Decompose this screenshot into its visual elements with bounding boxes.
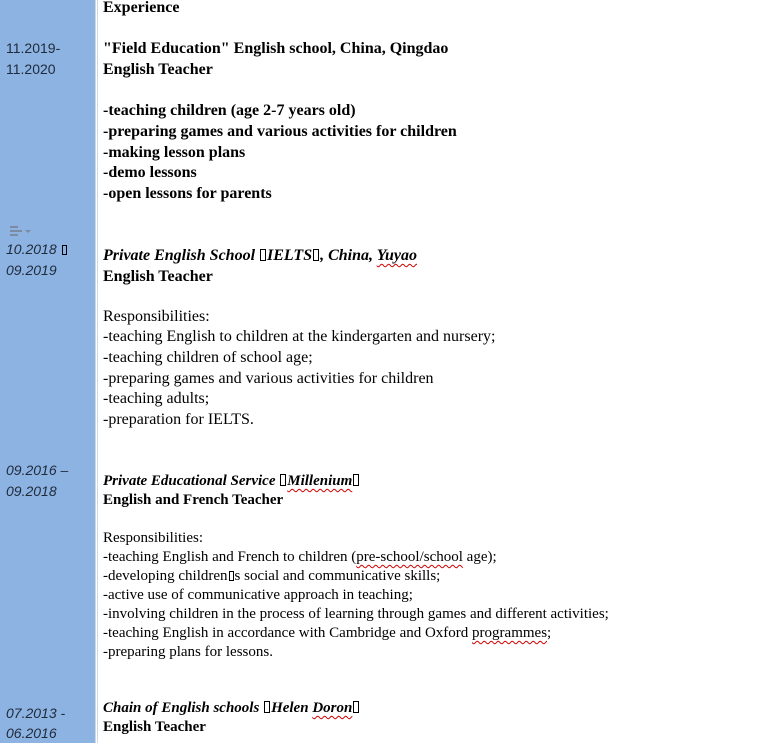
- job3-duty-text: -teaching English and French to children (: [103, 549, 357, 565]
- box-glyph-icon: [353, 474, 359, 486]
- job2-org-name: IELTS: [267, 247, 313, 264]
- job1-organization: "Field Education" English school, China, Qingdao: [103, 40, 449, 57]
- job2-org-city: Yuyao: [376, 247, 418, 264]
- job3-duty: [103, 623, 551, 643]
- layout-options-icon[interactable]: [10, 224, 30, 238]
- job4-position: English Teacher: [103, 719, 206, 735]
- box-glyph-icon: [313, 249, 319, 261]
- job4-org-name: Helen: [271, 700, 313, 716]
- box-glyph-icon: [260, 249, 266, 261]
- job4-org-prefix: Chain of English schools: [103, 700, 264, 716]
- job4-organization: [103, 698, 360, 718]
- job2-org-prefix: Private English School: [103, 247, 260, 264]
- job2-duty: -teaching English to children at the kindergarten and nursery;: [103, 328, 496, 345]
- job2-duty: -preparing games and various activities for children: [103, 370, 434, 387]
- job3-duty: -active use of communicative approach in teaching;: [103, 587, 413, 603]
- job3-org-name: Millenium: [287, 473, 353, 489]
- date-column: [0, 0, 95, 743]
- box-glyph-icon: [229, 571, 234, 581]
- job3-date-end: 09.2018: [6, 483, 57, 499]
- section-heading: Experience: [103, 0, 180, 16]
- job3-duty-spellcheck: programmes: [472, 625, 548, 641]
- column-divider-inner: [97, 0, 98, 743]
- job2-date-end: 09.2019: [6, 262, 57, 278]
- job3-duty-text: age);: [462, 549, 497, 565]
- box-glyph-icon: [62, 245, 67, 255]
- box-glyph-icon: [353, 701, 359, 713]
- job2-organization: [103, 246, 417, 266]
- job2-duty: -teaching adults;: [103, 390, 210, 407]
- job3-duty: [103, 547, 497, 567]
- job3-org-prefix: Private Educational Service: [103, 473, 280, 489]
- job2-responsibilities-label: Responsibilities:: [103, 308, 210, 325]
- job3-date-start: 09.2016 –: [6, 462, 69, 478]
- job2-position: English Teacher: [103, 268, 213, 285]
- job2-duty: -teaching children of school age;: [103, 349, 313, 366]
- job1-date-start: 11.2019-: [6, 40, 61, 56]
- job3-organization: [103, 471, 360, 491]
- job1-duty: -preparing games and various activities for children: [103, 123, 457, 140]
- job3-duty-text: ;: [547, 625, 552, 641]
- job2-org-location: , China,: [320, 247, 377, 264]
- job3-responsibilities-label: Responsibilities:: [103, 530, 204, 546]
- job3-duty: -involving children in the process of learning through games and different activities;: [103, 606, 609, 622]
- box-glyph-icon: [264, 701, 270, 713]
- job3-duty: [103, 566, 440, 586]
- column-divider: [95, 0, 96, 743]
- job4-org-name-spellcheck: Doron: [312, 700, 353, 716]
- job3-position: English and French Teacher: [103, 492, 284, 508]
- job1-duty: -open lessons for parents: [103, 185, 272, 202]
- job1-date-end: 11.2020: [6, 61, 56, 77]
- job2-date-start-text: 10.2018: [6, 241, 57, 257]
- job3-duty-spellcheck: pre-school/school: [356, 549, 463, 565]
- box-glyph-icon: [280, 474, 286, 486]
- job3-duty: -preparing plans for lessons.: [103, 644, 273, 660]
- job4-date-end: 06.2016: [6, 725, 57, 741]
- job3-duty-text: s social and communicative skills;: [234, 568, 441, 584]
- job4-date-start: 07.2013 -: [6, 705, 66, 721]
- job2-duty: -preparation for IELTS.: [103, 411, 254, 428]
- job1-duty: -demo lessons: [103, 164, 197, 181]
- job3-duty-text: -teaching English in accordance with Cambridge and Oxford: [103, 625, 473, 641]
- job3-duty-text: -developing children: [103, 568, 228, 584]
- job1-position: English Teacher: [103, 61, 213, 78]
- job1-duty: -teaching children (age 2-7 years old): [103, 102, 356, 119]
- job1-duty: -making lesson plans: [103, 144, 246, 161]
- job2-date-start: [6, 239, 92, 260]
